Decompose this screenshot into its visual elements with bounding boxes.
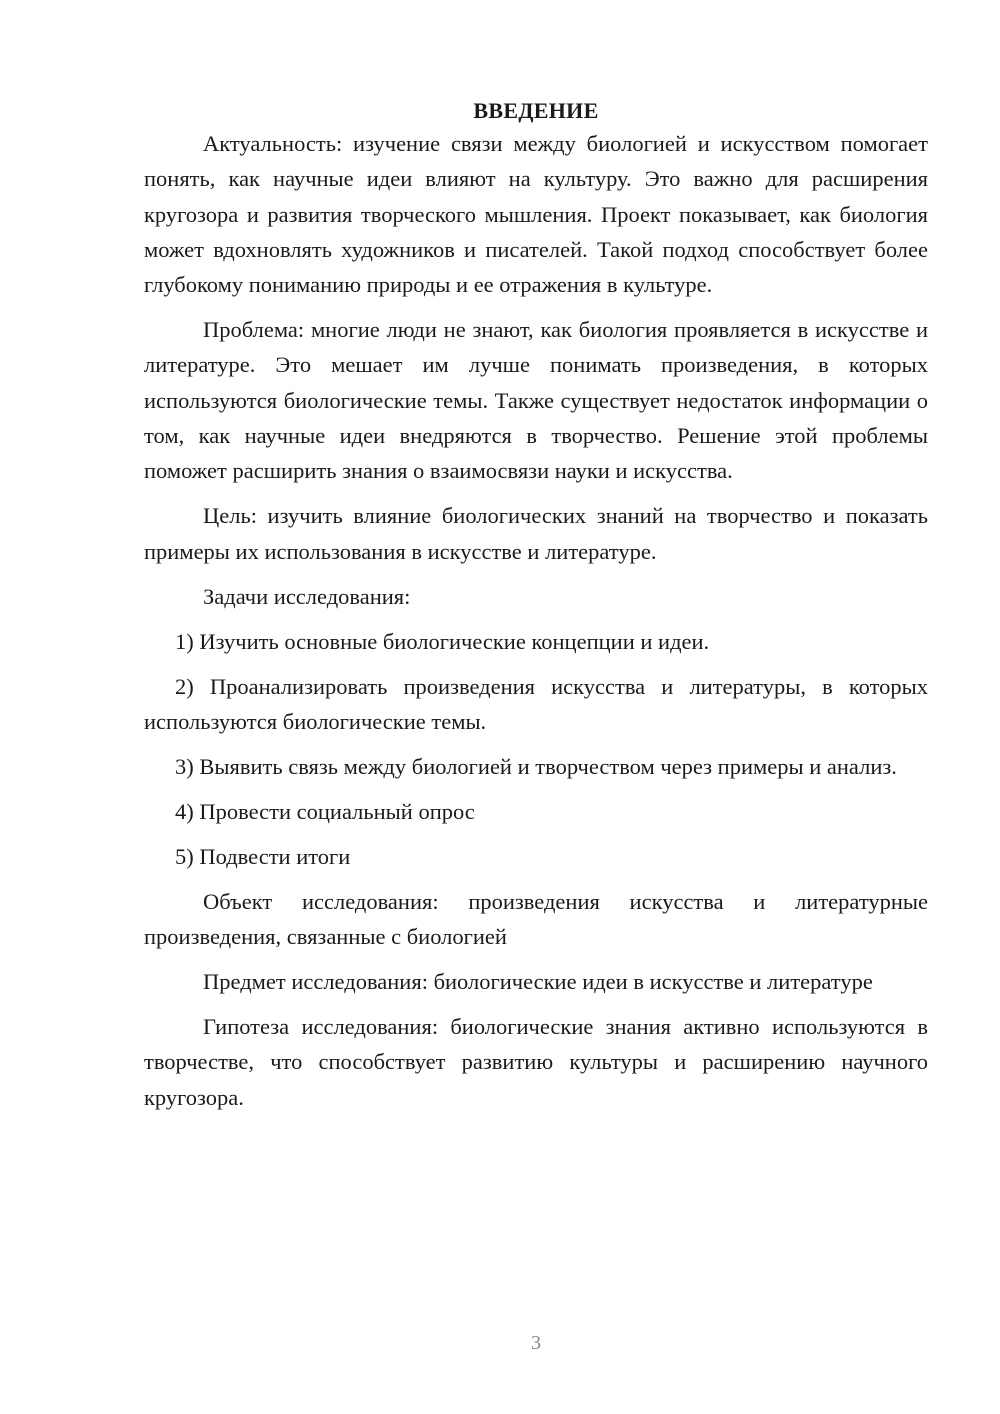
document-page	[144, 94, 928, 1125]
task-item-1: 1) Изучить основные биологические концепции и идеи.	[175, 628, 710, 654]
goal-paragraph: Цель: изучить влияние биологических знаний на творчество и показать примеры их использования в искусстве и литературе.	[144, 503, 928, 564]
task-item-3: 3) Выявить связь между биологией и творчеством через примеры и анализ.	[175, 753, 897, 779]
relevance-paragraph: Актуальность: изучение связи между биологией и искусством помогает понять, как научные идеи влияют на культуру. Это важно для расширения кругозора и развития творческого мышления. Проект показывает, как биология может вдохновлять художников и писателей. Такой подход способствует более глубокому пониманию природы и ее отражения в культуре.	[144, 131, 928, 298]
task-item-5: 5) Подвести итоги	[175, 843, 351, 869]
task-item-4: 4) Провести социальный опрос	[175, 798, 475, 824]
section-title: ВВЕДЕНИЕ	[473, 98, 599, 123]
object-paragraph: Объект исследования: произведения искусства и литературные произведения, связанные с биологией	[144, 888, 928, 950]
page-number: 3	[531, 1332, 541, 1354]
hypothesis-paragraph: Гипотеза исследования: биологические знания активно используются в творчестве, что способствует развитию культуры и расширению научного кругозора.	[144, 1014, 928, 1110]
task-item-2: 2) Проанализировать произведения искусства и литературы, в которых используются биологические темы.	[144, 673, 928, 734]
subject-paragraph: Предмет исследования: биологические идеи в искусстве и литературе	[203, 969, 873, 995]
tasks-heading: Задачи исследования:	[203, 583, 411, 609]
problem-paragraph: Проблема: многие люди не знают, как биология проявляется в искусстве и литературе. Это мешает им лучше понимать произведения, в которых используются биологические темы. Также существует недостаток информации о том, как научные идеи внедряются в творчество. Решение этой проблемы поможет расширить знания о взаимосвязи науки и искусства.	[144, 317, 928, 484]
